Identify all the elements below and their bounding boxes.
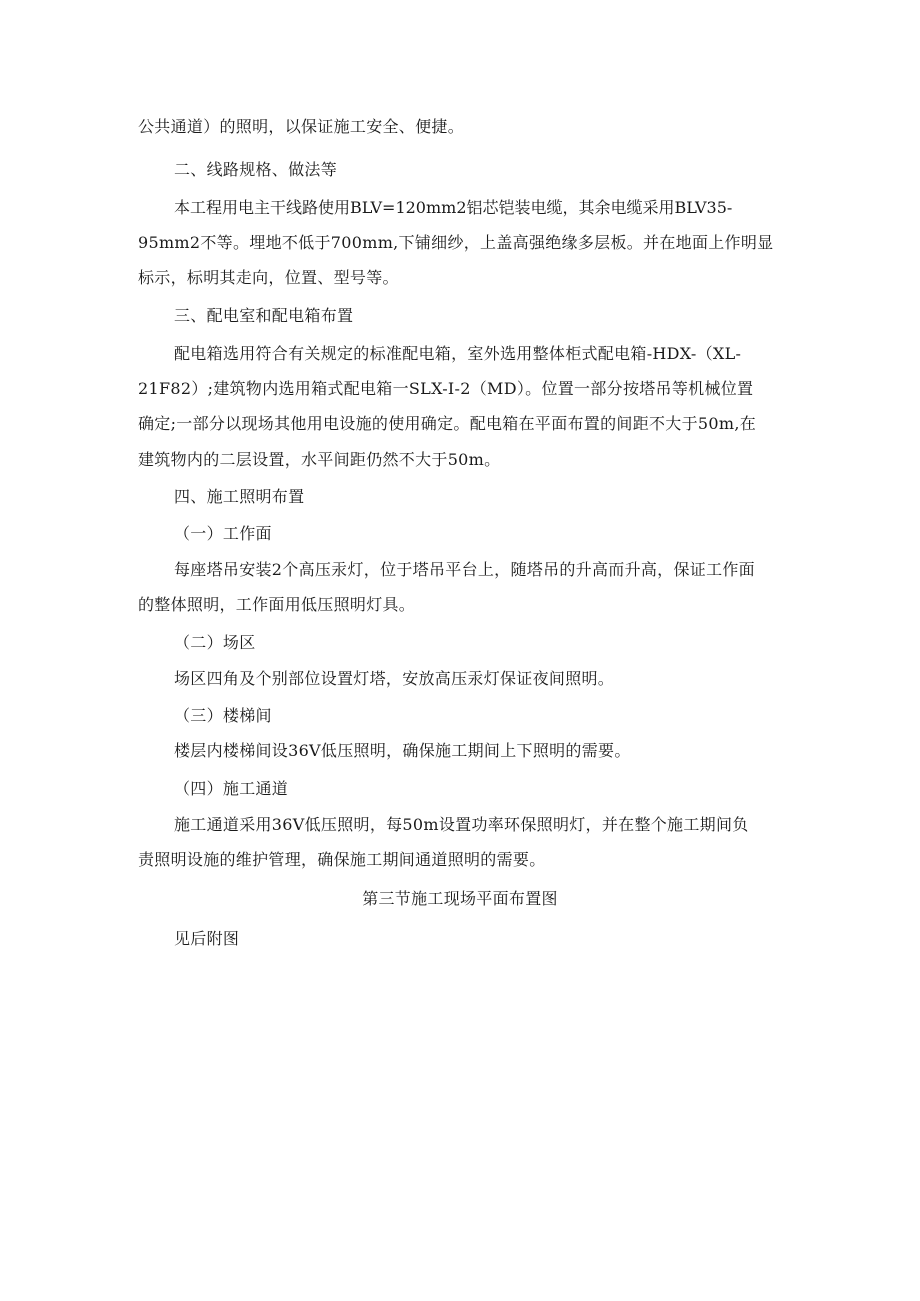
heading-wiring-specs: 二、线路规格、做法等 <box>174 160 338 179</box>
heading-construction-lighting: 四、施工照明布置 <box>174 487 305 506</box>
paragraph-stairwell: 楼层内楼梯间设36V低压照明，确保施工期间上下照明的需要。 <box>174 741 631 760</box>
paragraph-site-area: 场区四角及个别部位设置灯塔，安放高压汞灯保证夜间照明。 <box>174 669 615 688</box>
paragraph-passage-line2: 责照明设施的维护管理，确保施工期间通道照明的需要。 <box>138 850 546 869</box>
paragraph-wiring-line3: 标示，标明其走向，位置、型号等。 <box>138 268 399 287</box>
paragraph-continuation: 公共通道）的照明，以保证施工安全、便捷。 <box>138 117 465 136</box>
subheading-work-surface: （一）工作面 <box>174 524 272 543</box>
paragraph-passage-line1: 施工通道采用36V低压照明，每50m设置功率环保照明灯，并在整个施工期间负 <box>174 815 749 834</box>
subheading-site-area: （二）场区 <box>174 633 256 652</box>
paragraph-boxes-line3: 确定;一部分以现场其他用电设施的使用确定。配电箱在平面布置的间距不大于50m,在 <box>138 414 757 433</box>
section-title: 第三节施工现场平面布置图 <box>362 889 558 908</box>
paragraph-work-surface-line1: 每座塔吊安装2个高压汞灯，位于塔吊平台上，随塔吊的升高而升高，保证工作面 <box>174 560 755 579</box>
paragraph-wiring-line2: 95mm2不等。埋地不低于700mm,下铺细纱，上盖高强绝缘多层板。并在地面上作明显 <box>138 233 774 252</box>
subheading-passage: （四）施工通道 <box>174 779 289 798</box>
subheading-stairwell: （三）楼梯间 <box>174 706 272 725</box>
paragraph-boxes-line1: 配电箱选用符合有关规定的标准配电箱，室外选用整体柜式配电箱-HDX-（XL- <box>174 344 742 363</box>
paragraph-see-attached: 见后附图 <box>174 929 240 948</box>
paragraph-work-surface-line2: 的整体照明，工作面用低压照明灯具。 <box>138 595 416 614</box>
paragraph-boxes-line2: 21F82）;建筑物内选用箱式配电箱一SLX-I-2（MD）。位置一部分按塔吊等机械位置 <box>138 379 754 398</box>
paragraph-boxes-line4: 建筑物内的二层设置，水平间距仍然不大于50m。 <box>138 450 501 469</box>
heading-distribution-boxes: 三、配电室和配电箱布置 <box>174 306 354 325</box>
paragraph-wiring-line1: 本工程用电主干线路使用BLV=120mm2铝芯铠装电缆，其余电缆采用BLV35- <box>174 198 733 217</box>
